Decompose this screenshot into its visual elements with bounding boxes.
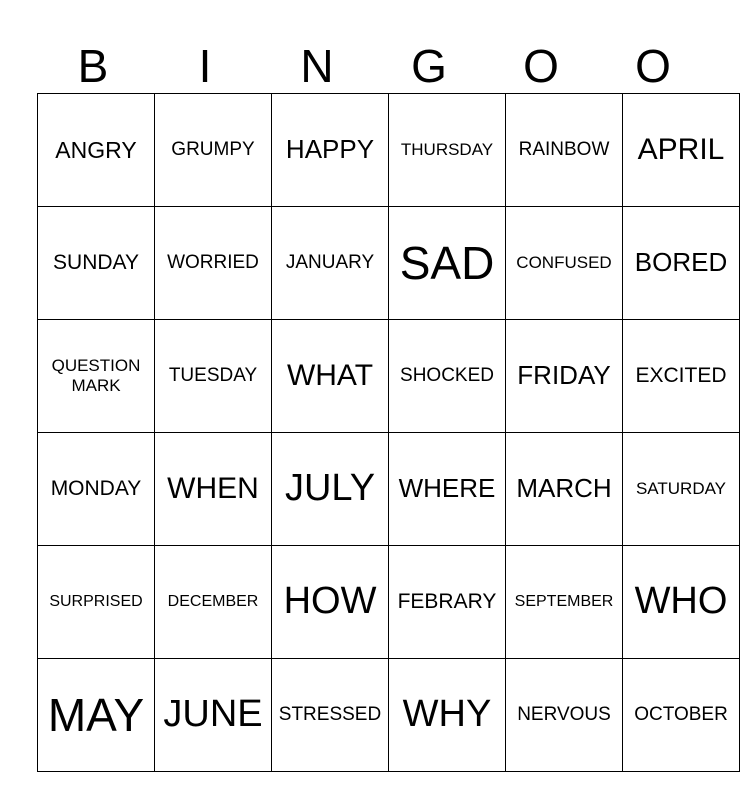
bingo-cell[interactable]: STRESSED	[272, 659, 389, 772]
bingo-cell[interactable]: WHAT	[272, 320, 389, 433]
bingo-cell[interactable]: WORRIED	[155, 207, 272, 320]
bingo-cell[interactable]: HAPPY	[272, 94, 389, 207]
bingo-cell[interactable]: QUESTION MARK	[38, 320, 155, 433]
board-row	[38, 433, 740, 546]
bingo-board	[37, 93, 740, 772]
bingo-cell[interactable]: EXCITED	[623, 320, 740, 433]
bingo-cell[interactable]: DECEMBER	[155, 546, 272, 659]
bingo-cell[interactable]: WHO	[623, 546, 740, 659]
bingo-cell[interactable]: FRIDAY	[506, 320, 623, 433]
bingo-cell[interactable]: WHEN	[155, 433, 272, 546]
bingo-cell[interactable]: SEPTEMBER	[506, 546, 623, 659]
bingo-cell[interactable]: WHY	[389, 659, 506, 772]
bingo-cell[interactable]: NERVOUS	[506, 659, 623, 772]
bingo-cell[interactable]: TUESDAY	[155, 320, 272, 433]
header-letter: O	[635, 40, 671, 92]
board-row	[38, 207, 740, 320]
bingo-cell[interactable]: OCTOBER	[623, 659, 740, 772]
bingo-cell[interactable]: FEBRARY	[389, 546, 506, 659]
bingo-cell[interactable]: BORED	[623, 207, 740, 320]
bingo-cell[interactable]: RAINBOW	[506, 94, 623, 207]
bingo-cell[interactable]: JUNE	[155, 659, 272, 772]
bingo-cell[interactable]: HOW	[272, 546, 389, 659]
header-letter: O	[523, 40, 559, 92]
bingo-cell[interactable]: WHERE	[389, 433, 506, 546]
bingo-cell[interactable]: THURSDAY	[389, 94, 506, 207]
bingo-cell[interactable]: SURPRISED	[38, 546, 155, 659]
bingo-cell[interactable]: SUNDAY	[38, 207, 155, 320]
bingo-cell[interactable]: MAY	[38, 659, 155, 772]
bingo-cell[interactable]: APRIL	[623, 94, 740, 207]
bingo-cell[interactable]: JANUARY	[272, 207, 389, 320]
bingo-cell[interactable]: CONFUSED	[506, 207, 623, 320]
bingo-cell[interactable]: MARCH	[506, 433, 623, 546]
header-letter: G	[411, 40, 447, 92]
header-letter: N	[300, 40, 334, 92]
bingo-cell[interactable]: SAD	[389, 207, 506, 320]
bingo-cell[interactable]: GRUMPY	[155, 94, 272, 207]
board-row	[38, 320, 740, 433]
header-letter: I	[198, 40, 212, 92]
bingo-cell[interactable]: JULY	[272, 433, 389, 546]
bingo-cell[interactable]: SATURDAY	[623, 433, 740, 546]
board-row	[38, 659, 740, 772]
header-letter: B	[77, 40, 109, 92]
bingo-cell[interactable]: ANGRY	[38, 94, 155, 207]
board-row	[38, 546, 740, 659]
bingo-header	[37, 38, 709, 94]
bingo-cell[interactable]: SHOCKED	[389, 320, 506, 433]
bingo-cell[interactable]: MONDAY	[38, 433, 155, 546]
board-row	[38, 94, 740, 207]
